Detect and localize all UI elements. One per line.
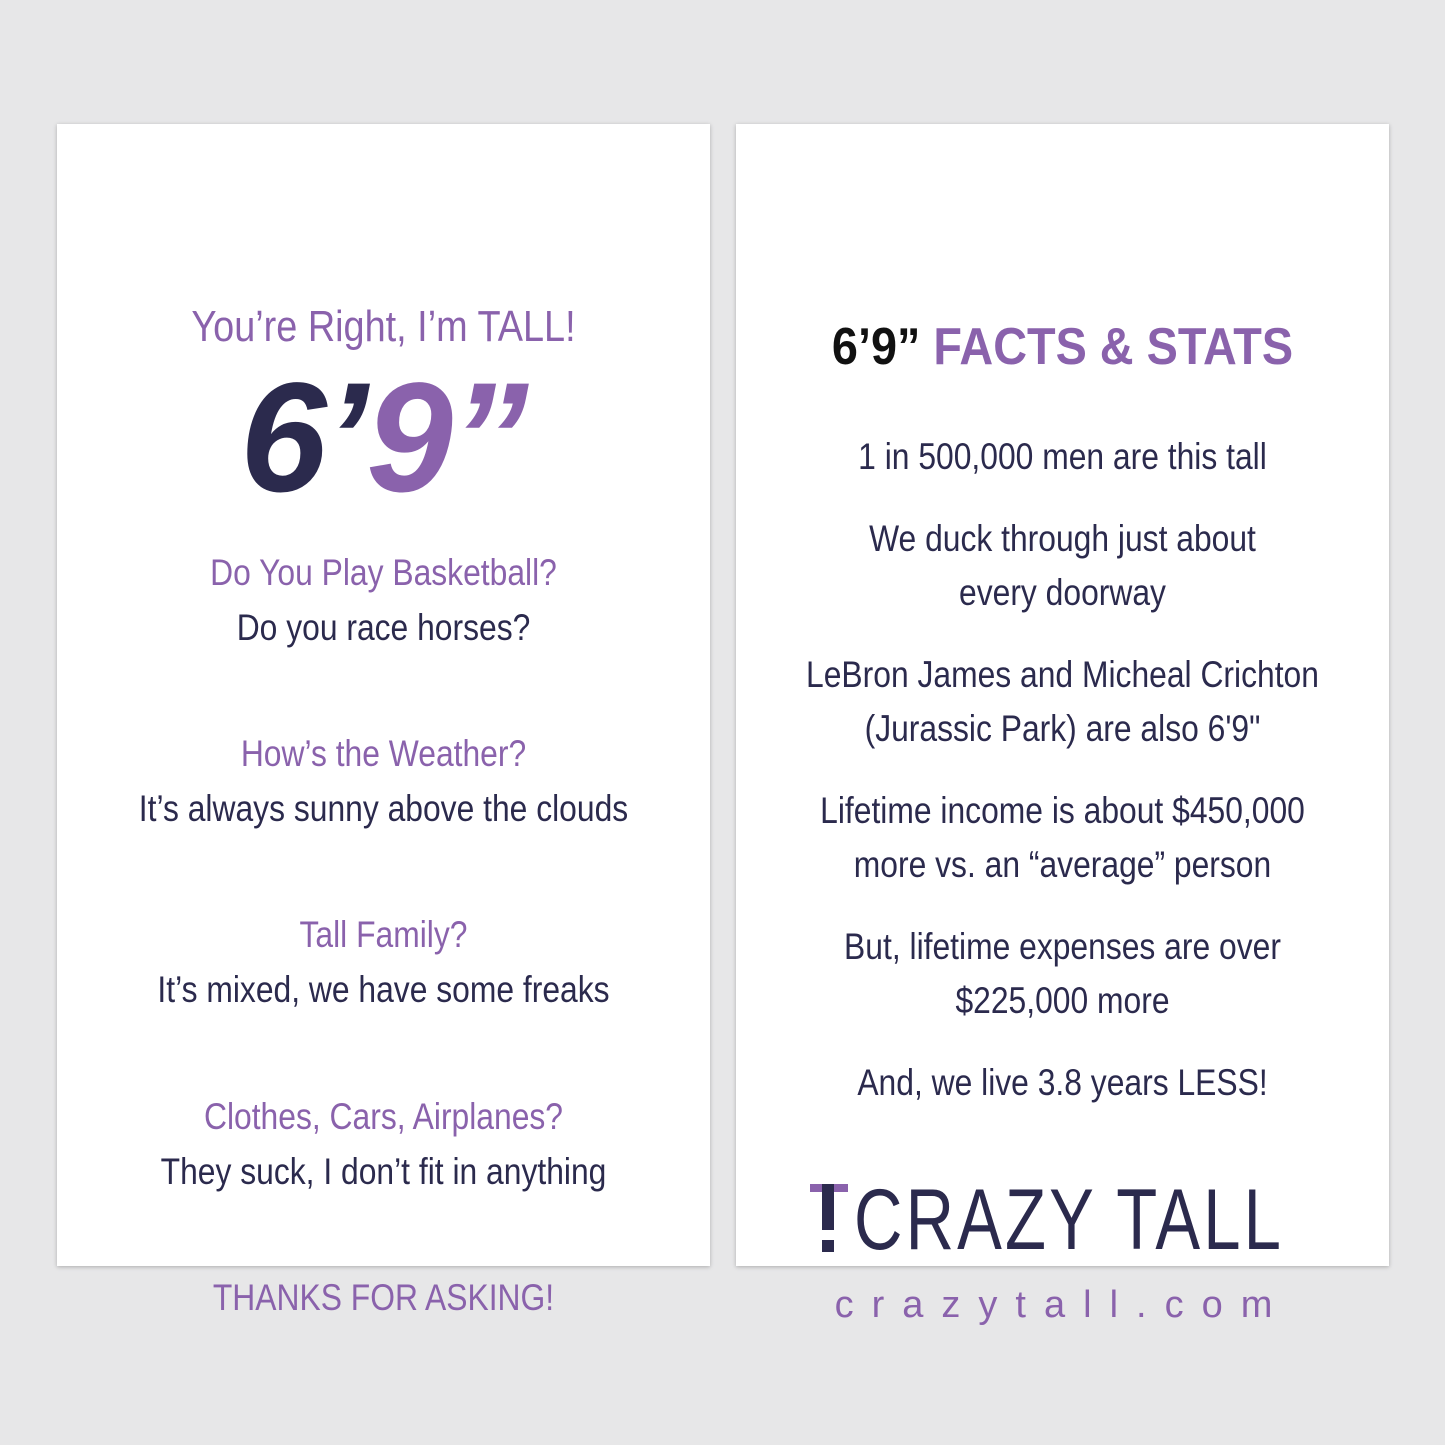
facts-title (769, 317, 1357, 377)
height-display (57, 351, 710, 525)
fact-4-line-2: more vs. an “average” person (853, 844, 1272, 885)
fact-6: And, we live 3.8 years LESS! (857, 1062, 1268, 1103)
fact-2-line-2: every doorway (959, 572, 1166, 613)
answer-3: It’s mixed, we have some freaks (157, 969, 610, 1010)
headline: You’re Right, I’m TALL! (191, 302, 576, 351)
answer-2: It’s always sunny above the clouds (138, 788, 629, 829)
answer-1: Do you race horses? (236, 607, 531, 648)
crazy-tall-logo (736, 1172, 1389, 1268)
facts-title-text: FACTS & STATS (933, 318, 1294, 376)
height-feet: 6’ (240, 351, 367, 525)
question-3: Tall Family? (299, 914, 468, 955)
fact-5-line-1: But, lifetime expenses are over (844, 926, 1281, 967)
fact-3-line-1: LeBron James and Micheal Crichton (806, 654, 1319, 695)
facts-title-height: 6’9” (831, 318, 921, 376)
answer-4: They suck, I don’t fit in anything (160, 1151, 607, 1192)
left-card (57, 124, 710, 1318)
question-4: Clothes, Cars, Airplanes? (203, 1096, 564, 1137)
fact-5-line-2: $225,000 more (955, 980, 1170, 1021)
fact-3-line-2: (Jurassic Park) are also 6'9" (864, 708, 1261, 749)
right-card (736, 124, 1389, 1326)
question-2: How’s the Weather? (240, 733, 527, 774)
question-1: Do You Play Basketball? (210, 552, 557, 593)
website-url: crazytall.com (834, 1284, 1291, 1326)
fact-4-line-1: Lifetime income is about $450,000 (820, 790, 1305, 831)
fact-1: 1 in 500,000 men are this tall (858, 436, 1267, 477)
height-inches: 9” (366, 351, 527, 525)
logo-text: CRAZY TALL (853, 1172, 1284, 1268)
closing-text: THANKS FOR ASKING! (212, 1277, 555, 1318)
logo-mark-icon (810, 1182, 848, 1254)
fact-2-line-1: We duck through just about (869, 518, 1256, 559)
